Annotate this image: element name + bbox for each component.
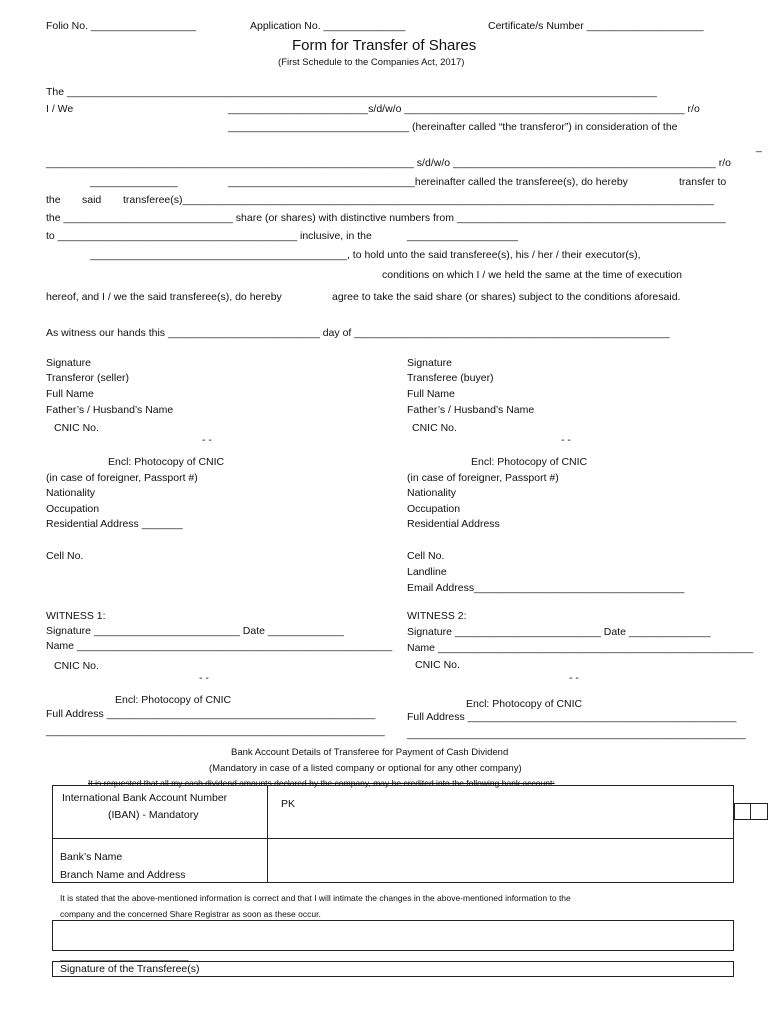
witness2-cnic-label: CNIC No. — [415, 659, 460, 671]
conditions-text: conditions on which I / we held the same at the time of execution — [382, 269, 683, 281]
iban-extra-cell-divider — [750, 803, 751, 820]
transferor-address-line[interactable]: _______________________________ (hereinafter called “the transferor”) in consideration of the — [228, 121, 678, 133]
transfer-to-text: transfer to — [679, 176, 727, 188]
transferees-line[interactable]: transferee(s)___________________________________________________________________________________________ — [123, 194, 714, 206]
transferor-occupation-label: Occupation — [46, 503, 100, 515]
transferee-cnic-label: CNIC No. — [412, 422, 457, 434]
form-title: Form for Transfer of Shares — [292, 37, 477, 54]
witness1-cnic-dashes: - - — [199, 672, 209, 684]
bank-details-heading: Bank Account Details of Transferee for Payment of Cash Dividend — [231, 747, 509, 758]
transferor-father-label: Father’s / Husband’s Name — [46, 404, 174, 416]
witness-hands-line[interactable]: As witness our hands this __________________________ day of ______________________________________________________ — [46, 327, 670, 339]
i-we-label: I / We — [46, 103, 74, 115]
transferee-nationality-label: Nationality — [407, 487, 457, 499]
transferee-full-name-label: Full Name — [407, 388, 455, 400]
bank-mandatory-note: (Mandatory in case of a listed company or optional for any other company) — [209, 763, 522, 774]
transferor-full-name-label: Full Name — [46, 388, 94, 400]
iban-value-field[interactable]: PK — [281, 798, 296, 810]
witness1-address-line-2[interactable]: __________________________________________________________ — [46, 725, 385, 737]
transferee-landline-label: Landline — [407, 566, 447, 578]
witness1-signature-date-line[interactable]: Signature _________________________ Date _____________ — [46, 625, 344, 637]
witness2-address-line-2[interactable]: __________________________________________________________ — [407, 728, 746, 740]
witness1-address-line[interactable]: Full Address ______________________________________________ — [46, 708, 376, 720]
iban-label-line2: (IBAN) - Mandatory — [108, 809, 199, 821]
statement-line2: company and the concerned Share Registrar as soon as these occur. — [60, 909, 321, 919]
witness2-signature-date-line[interactable]: Signature _________________________ Date ______________ — [407, 626, 711, 638]
bank-name-label: Bank’s Name — [60, 851, 123, 863]
hereof-text: hereof, and I / we the said transferee(s), do hereby — [46, 291, 282, 303]
stray-dash: _ — [756, 141, 762, 153]
transferee-name-line[interactable]: _______________________________________________________________ s/d/w/o _____________________________________________ r/o — [46, 157, 731, 169]
witness2-address-line[interactable]: Full Address ______________________________________________ — [407, 711, 737, 723]
witness1-cnic-label: CNIC No. — [54, 660, 99, 672]
transferee-signature-box[interactable] — [52, 920, 734, 951]
application-number-field[interactable]: Application No. ______________ — [250, 20, 406, 32]
said-text: said — [82, 194, 102, 206]
transferor-name-line[interactable]: ________________________s/d/w/o ________________________________________________ r/o — [228, 103, 700, 115]
transferor-cell-label: Cell No. — [46, 550, 84, 562]
transferor-signature-label: Signature — [46, 357, 91, 369]
certificate-number-field[interactable]: Certificate/s Number ____________________ — [488, 20, 704, 32]
transferee-email-field[interactable]: Email Address____________________________________ — [407, 582, 685, 594]
bank-table-divider — [267, 785, 268, 883]
transferee-passport-label: (in case of foreigner, Passport #) — [407, 472, 559, 484]
transferee-address-line-a[interactable]: _______________ — [90, 176, 178, 188]
witness2-heading: WITNESS 2: — [407, 610, 467, 622]
witness1-encl-note: Encl: Photocopy of CNIC — [115, 694, 232, 706]
branch-label: Branch Name and Address — [60, 869, 186, 881]
inclusive-line[interactable]: to _________________________________________ inclusive, in the — [46, 230, 372, 242]
hold-unto-line[interactable]: ____________________________________________, to hold unto the said transferee(s), his / her / their executor(s), — [90, 249, 641, 261]
folio-number-field[interactable]: Folio No. __________________ — [46, 20, 197, 32]
witness1-heading: WITNESS 1: — [46, 610, 106, 622]
statement-line1: It is stated that the above-mentioned information is correct and that I will intimate the changes in the above-mentioned information to the — [60, 893, 571, 903]
transferee-occupation-label: Occupation — [407, 503, 461, 515]
transferor-cnic-dashes: - - — [202, 434, 212, 446]
transferor-cnic-label: CNIC No. — [54, 422, 99, 434]
transferor-encl-note: Encl: Photocopy of CNIC — [108, 456, 225, 468]
bank-request-text: It is requested that all my cash dividend amounts declared by the company, may be credited into the following bank account: — [88, 778, 555, 788]
bank-table-row-divider — [52, 838, 734, 839]
witness1-name-line[interactable]: Name ______________________________________________________ — [46, 640, 393, 652]
form-subtitle: (First Schedule to the Companies Act, 2017) — [278, 57, 465, 68]
iban-label-line1: International Bank Account Number — [62, 792, 228, 804]
agree-text: agree to take the said share (or shares) subject to the conditions aforesaid. — [332, 291, 681, 303]
transferor-nationality-label: Nationality — [46, 487, 96, 499]
company-blank-line[interactable]: ___________________ — [407, 230, 518, 242]
transferee-encl-note: Encl: Photocopy of CNIC — [471, 456, 588, 468]
transferee-father-label: Father’s / Husband’s Name — [407, 404, 535, 416]
witness2-cnic-dashes: - - — [569, 672, 579, 684]
transferee-signature-label: Signature — [407, 357, 452, 369]
iban-extra-cells — [734, 803, 768, 820]
transferee-address-line-b[interactable]: ________________________________hereinafter called the transferee(s), do hereby — [228, 176, 628, 188]
transferee-address-label: Residential Address — [407, 518, 500, 530]
transferor-passport-label: (in case of foreigner, Passport #) — [46, 472, 198, 484]
signature-line: ______________________ — [60, 950, 189, 962]
witness2-name-line[interactable]: Name ______________________________________________________ — [407, 642, 754, 654]
share-numbers-line[interactable]: the _____________________________ share (or shares) with distinctive numbers from ______________________________________________ — [46, 212, 726, 224]
company-name-line[interactable]: The _____________________________________________________________________________________________________ — [46, 86, 657, 98]
transferee-cnic-dashes: - - — [561, 434, 571, 446]
the-text: the — [46, 194, 61, 206]
transferor-address-field[interactable]: Residential Address _______ — [46, 518, 183, 530]
transferor-role-label: Transferor (seller) — [46, 372, 130, 384]
transferee-role-label: Transferee (buyer) — [407, 372, 494, 384]
signature-of-transferee-label: Signature of the Transferee(s) — [60, 963, 200, 975]
witness2-encl-note: Encl: Photocopy of CNIC — [466, 698, 583, 710]
bank-name-field[interactable] — [269, 840, 732, 881]
transferee-cell-label: Cell No. — [407, 550, 445, 562]
